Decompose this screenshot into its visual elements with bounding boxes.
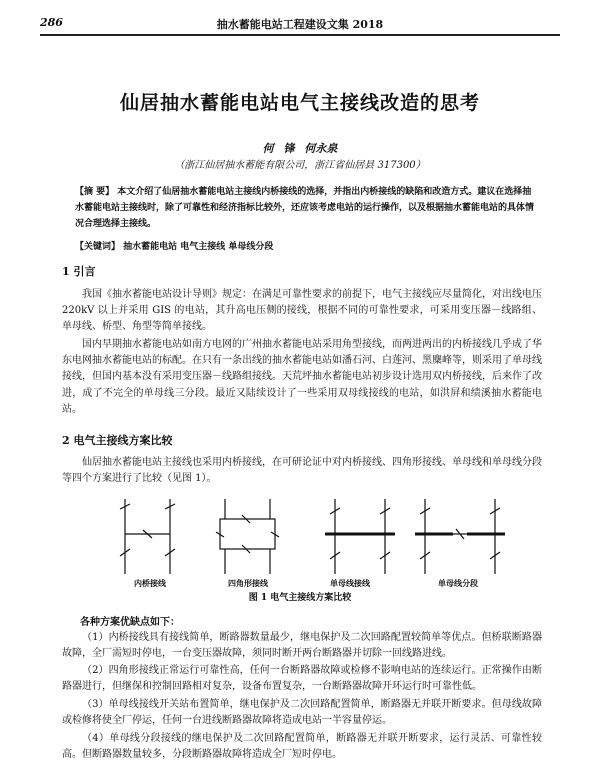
- page-header: [40, 10, 560, 36]
- keywords: [75, 239, 540, 252]
- figure-label-single-bus: 单母线接线: [330, 578, 370, 588]
- journal-title: 抽水蓄能电站工程建设文集 2018: [216, 18, 384, 31]
- figure-label-sectionalized-bus: 单母线分段: [438, 578, 478, 588]
- paragraph: 我国《抽水蓄能电站设计导则》规定：在满足可靠性要求的前提下，电气主接线应尽量简化，对出线电压 220kV 以上并采用 GIS 的电站，其升高电压侧的接线，根据不同的可靠性要求，可采用变压器－线路组、单母线、桥型、角型等简单接线。: [62, 289, 542, 333]
- keywords-text: 抽水蓄能电站 电气主接线 单母线分段: [123, 242, 274, 252]
- wiring-diagram-figure: [110, 494, 510, 584]
- paragraph: 仙居抽水蓄能电站主接线也采用内桥接线，在可研论证中对内桥接线、四角形接线、单母线和单母线分段等四个方案进行了比较（见图 1）。: [62, 457, 542, 485]
- paragraph: 国内早期抽水蓄能电站如南方电网的广州抽水蓄能电站采用角型接线，而两进两出的内桥接线几乎成了华东电网抽水蓄能电站的标配。在只有一条出线的抽水蓄能电站如潘石河、白莲河、黑麋峰等，则采用了单母线接线，但国内基本没有采用变压器－线路组接线。天荒坪抽水蓄能电站初步设计选用双内桥接线，后来作了改进，成了不完全的单母线三分段。最近又陆续设计了一些采用双母线接线的电站，如洪屏和绩溪抽水蓄能电站。: [62, 339, 542, 415]
- sectionalized-bus-diagram: [415, 499, 505, 574]
- quadrangle-diagram: [216, 499, 279, 574]
- abstract-text: 本文介绍了仙居抽水蓄能电站主接线内桥接线的选择，并指出内桥接线的缺陷和改造方式。建议在选择抽水蓄能电站主接线时，除了可靠性和经济指标比较外，还应该考虑电站的运行操作，以及根据抽水蓄能电站的具体情况合理选择主接线。: [75, 187, 535, 229]
- figure-label-quadrangle: 四角形接线: [228, 578, 268, 588]
- comparison-heading: 各种方案优缺点如下：: [80, 617, 180, 628]
- inner-bridge-diagram: [120, 499, 175, 574]
- comparison-item: （3）单母线接线开关站布置简单，继电保护及二次回路配置简单，断路器无并联开断要求。但母线故障或检修将使全厂停运，任何一台进线断路器故障将造成电站一半容量停运。: [62, 699, 542, 727]
- page-number: 286: [40, 16, 63, 29]
- comparison-item: （2）四角形接线正常运行可靠性高，任何一台断路器故障或检修不影响电站的连续运行。正常操作由断路器进行，但继保和控制回路相对复杂，设备布置复杂，一台断路器故障开环运行时可靠性低。: [62, 665, 542, 693]
- affiliation: （浙江仙居抽水蓄能有限公司，浙江省仙居县 317300）: [174, 160, 426, 171]
- comparison-item: （4）单母线分段接线的继电保护及二次回路配置简单，断路器无并联开断要求，运行灵活、可靠性较高。但断路器数量较多，分段断路器故障将造成全厂短时停电。: [62, 733, 542, 761]
- comparison-item: （1）内桥接线具有接线简单，断路器数量最少，继电保护及二次回路配置较简单等优点。但桥联断路器故障，全厂需短时停电，一台变压器故障，须同时断开两台断路器并切除一回线路进线。: [62, 632, 542, 660]
- authors: 何 锋 何永泉: [262, 142, 338, 155]
- figure-label-inner-bridge: 内桥接线: [134, 578, 166, 588]
- paper-title: 仙居抽水蓄能电站电气主接线改造的思考: [119, 92, 480, 114]
- keywords-label: 【关键词】: [75, 242, 121, 252]
- section-heading-comparison: 2 电气主接线方案比较: [62, 434, 173, 447]
- abstract: [75, 184, 540, 232]
- single-bus-diagram: [325, 499, 395, 574]
- figure-caption: 图 1 电气主接线方案比较: [248, 593, 352, 603]
- abstract-label: 【摘 要】: [75, 187, 115, 197]
- section-heading-intro: 1 引言: [62, 265, 96, 278]
